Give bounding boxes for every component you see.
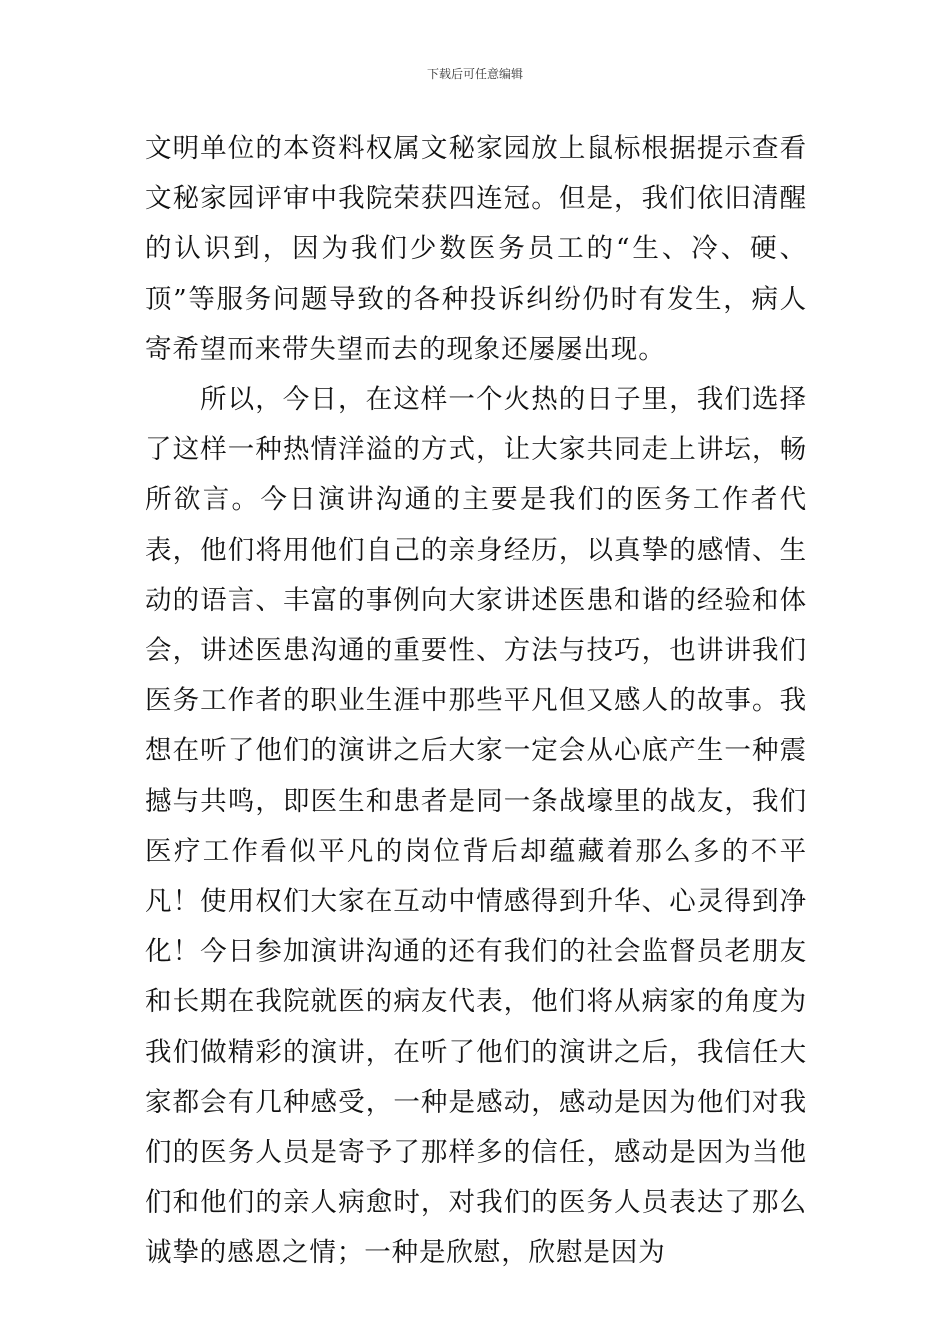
text-line: 演讲之后，我信任大家都会有几种感受，一种是感动，感 (145, 1036, 808, 1118)
text-line: 沟通的重要性、方法与技巧，也讲讲我们医务工作者的职 (145, 635, 807, 717)
text-line: 感动是因为当他们和他们的亲人病愈时，对我们的医务人 (145, 1137, 807, 1219)
text-line: 秘家园评审中我院荣获四连冠。但是，我们依旧清醒的认 (145, 183, 807, 265)
page-header: 下载后可任意编辑 (426, 67, 523, 81)
text-line: 业生涯中那些平凡但又感人的故事。我想在听了他们的演 (145, 685, 807, 767)
document-body (145, 124, 807, 1279)
text-line: 他们将从病家的角度为我们做精彩的演讲，在听了他们的 (145, 986, 807, 1068)
paragraph-1 (145, 124, 807, 375)
text-line: 患者是同一条战壕里的战友，我们医疗工作看似平凡的岗 (145, 785, 808, 867)
text-line: 言。今日演讲沟通的主要是我们的医务工作者代表，他们 (145, 484, 807, 566)
text-line: 这样一种热情洋溢的方式，让大家共同走上讲坛，畅所欲 (145, 434, 807, 516)
text-line: 员表达了那么诚挚的感恩之情；一种是欣慰，欣慰是因为 (145, 1187, 807, 1269)
text-line: 位背后却蕴藏着那么多的不平凡！使用权们大家在互动中 (145, 835, 807, 918)
text-line: 丰富的事例向大家讲述医患和谐的经验和体会，讲述医患 (145, 584, 808, 667)
text-line: 情感得到升华、心灵得到净化！今日参加演讲沟通的还有 (145, 886, 807, 968)
paragraph-2 (145, 375, 807, 1279)
text-line: 文明单位的本资料权属文秘家园放上鼠标根据提示查看文 (145, 133, 807, 215)
text-line: 我们的社会监督员老朋友和长期在我院就医的病友代表， (145, 936, 807, 1018)
text-line: 务问题导致的各种投诉纠纷仍时有发生，病人寄希望而来 (145, 283, 807, 365)
text-line: 动是因为他们对我们的医务人员是寄予了那样多的信任， (145, 1086, 808, 1169)
text-line: 所以，今日，在这样一个火热的日子里，我们选择了 (145, 384, 807, 466)
text-line: 将用他们自己的亲身经历，以真挚的感情、生动的语言、 (145, 534, 808, 616)
text-line: 讲之后大家一定会从心底产生一种震撼与共鸣，即医生和 (145, 735, 807, 817)
text-line: 识到，因为我们少数医务员工的“生、冷、硬、顶”等服 (145, 233, 807, 315)
text-line: 带失望而去的现象还屡屡出现。 (282, 333, 666, 365)
